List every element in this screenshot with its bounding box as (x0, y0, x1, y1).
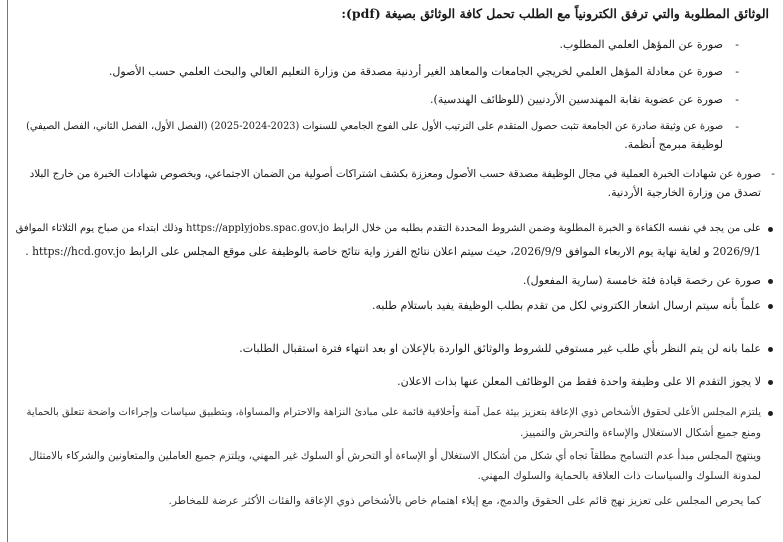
list-dash: - (771, 167, 775, 180)
policy-paragraph-line-4: لمدونة السلوك والسياسات ذات العلاقة بالحماية والسلوك المهني. (477, 470, 761, 482)
required-documents-heading: الوثائق المطلوبة والتي ترفق الكترونياً مع الطلب تحمل كافة الوثائق بصيغة (pdf): (341, 6, 769, 21)
bullet-dot (768, 279, 773, 284)
sub-item-university-ranking: صورة عن وثيقة صادرة عن الجامعة تثبت حصول المتقدم على الترتيب الأول على الفوج الجامعي للسنوات (2023-2024-2025) (الفصل الأول، الفصل الثاني، الفصل الصيفي) (26, 121, 723, 132)
policy-paragraph-line-5: كما يحرص المجلس على تعزيز نهج قائم على الحقوق والدمج، مع إيلاء اهتمام خاص بالأشخاص ذوي الإعاقة والفئات الأكثر عرضة للمخاطر. (168, 495, 761, 507)
driving-license-item: صورة عن رخصة قيادة فئة خامسة (سارية المفعول). (522, 274, 761, 287)
incomplete-application-note: علما بانه لن يتم النظر بأي طلب غير مستوفي للشروط والوثائق الواردة بالإعلان او بعد انتهاء فترة استقبال الطلبات. (239, 342, 761, 355)
policy-paragraph-line-3: وينتهج المجلس مبدأ عدم التسامح مطلقاً تجاه أي شكل من أشكال الاستغلال أو الإساءة أو التحرش أو السلوك غير المهني، ويلتزم جميع العاملين والمتعاونين والشركاء بالامتثال (28, 450, 761, 462)
bullet-dot (768, 411, 773, 416)
list-dash: - (735, 93, 739, 106)
experience-certificates-item-cont: تصدق من وزارة الخارجية الأردنية. (607, 186, 761, 199)
policy-paragraph-line-1: يلتزم المجلس الأعلى لحقوق الأشخاص ذوي الإعاقة بتعزيز بيئة عمل آمنة وأخلاقية قائمة على مبادئ النزاهة والاحترام والمساواة، وبتطبيق سياسات وإجراءات واضحة تتعلق بالحماية (26, 407, 761, 418)
bullet-dot (768, 304, 773, 309)
sub-item-equivalency: صورة عن معادلة المؤهل العلمي لخريجي الجامعات والمعاهد الغير أردنية مصدقة من وزارة التعليم العالي والبحث العلمي حسب الأصول. (108, 65, 723, 78)
bullet-dot (768, 227, 773, 232)
application-instructions-cont: 2026/9/1 و لغاية نهاية يوم الاربعاء الموافق 2026/9/9، حيث سيتم اعلان نتائج الفرز واية نتائج خاصة بالوظيفة على موقع المجلس على الرابط https://hcd.gov.jo . (25, 245, 761, 258)
list-dash: - (735, 120, 739, 133)
page-left-border (7, 0, 8, 542)
sub-item-degree: صورة عن المؤهل العلمي المطلوب. (559, 38, 723, 51)
bullet-dot (768, 380, 773, 385)
sub-item-university-ranking-cont: لوظيفة مبرمج أنظمة. (624, 138, 723, 151)
policy-paragraph-line-2: ومنع جميع أشكال الاستغلال والإساءة والتحرش والتمييز. (519, 427, 761, 439)
single-job-note: لا يجوز التقدم الا على وظيفة واحدة فقط من الوظائف المعلن عنها بذات الاعلان. (397, 375, 761, 388)
application-instructions: على من يجد في نفسه الكفاءة و الخبرة المطلوبة وضمن الشروط المحددة التقدم بطلبه من خلال الرابط https://applyjobs.spac.gov.jo وذلك ابتداء من صباح يوم الثلاثاء الموافق (15, 223, 761, 234)
sub-item-engineers-union: صورة عن عضوية نقابة المهندسين الأردنيين (للوظائف الهندسية). (430, 93, 723, 106)
experience-certificates-item: صورة عن شهادات الخبرة العملية في مجال الوظيفة مصدقة حسب الأصول ومعززة بكشف اشتراكات أصولية من الضمان الاجتماعي، وبخصوص شهادات الخبرة من خارج البلاد (29, 168, 761, 180)
list-dash: - (735, 38, 739, 51)
list-dash: - (735, 65, 739, 78)
notification-note: علماً بأنه سيتم ارسال اشعار الكتروني لكل من تقدم بطلب الوظيفة يفيد باستلام طلبه. (371, 299, 761, 312)
bullet-dot (768, 347, 773, 352)
